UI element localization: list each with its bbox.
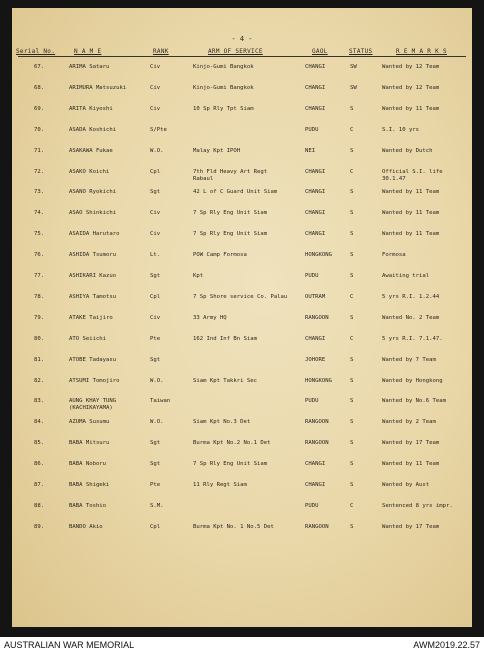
- table-row: [12, 127, 472, 147]
- arm-of-service: 7th Fld Heavy Art Regt: [193, 168, 268, 175]
- header-remarks: R E M A R K S: [396, 48, 447, 55]
- person-name: ATSUMI Tomojiro: [69, 377, 120, 384]
- rank: Pte: [150, 335, 161, 342]
- gaol: CHANGI: [305, 461, 326, 468]
- gaol: PUDU: [305, 273, 319, 279]
- rank: Lt.: [150, 252, 161, 259]
- arm-of-service: 10 Sp Rly Tpt Siam: [193, 105, 254, 112]
- rank: S.M.: [150, 502, 164, 509]
- status: S: [350, 105, 354, 112]
- person-name: BANDO Akio: [69, 523, 103, 530]
- table-row: [12, 85, 472, 105]
- footer-accession-number: AWM2019.22.57: [413, 640, 480, 650]
- remarks: Wanted by 17 Team: [382, 523, 440, 530]
- remarks: Formosa: [382, 252, 406, 259]
- remarks: 5 yrs R.I. 7.1.47.: [382, 335, 443, 342]
- header-status: STATUS: [349, 48, 373, 55]
- arm-of-service: 7 Sp Rly Eng Unit Siam: [193, 231, 268, 238]
- remarks: Wanted by 12 Team: [382, 84, 440, 91]
- gaol: HONGKONG: [305, 377, 332, 384]
- arm-of-service: Kinjo-Gumi Bangkok: [193, 84, 254, 91]
- table-row: [12, 461, 472, 481]
- rank: Sgt: [150, 189, 161, 196]
- arm-of-service: Burma Kpt No. 1 No.5 Det: [193, 523, 274, 530]
- table-row: [12, 440, 472, 460]
- serial-number: 67.: [34, 64, 45, 70]
- person-name: BABA Noboru: [69, 461, 107, 468]
- status: S: [350, 147, 354, 154]
- person-name: AZUMA Susumu: [69, 419, 110, 426]
- remarks: Wanted by 11 Team: [382, 189, 440, 196]
- footer-institution: AUSTRALIAN WAR MEMORIAL: [4, 640, 135, 650]
- table-row: [12, 357, 472, 377]
- person-name: ASHIDA Tsumoru: [69, 252, 117, 259]
- gaol: NEI: [305, 147, 316, 154]
- person-name: BABA Shigeki: [69, 482, 110, 488]
- rank: S/Pte: [150, 126, 167, 133]
- rank: Sgt: [150, 461, 161, 468]
- arm-of-service: Siam Kpt Takkri Sec: [193, 377, 257, 384]
- gaol: CHANGI: [305, 64, 326, 70]
- table-row: [12, 482, 472, 502]
- gaol: OUTRAM: [305, 293, 326, 300]
- serial-number: 78.: [34, 293, 45, 300]
- header-serial: Serial No.: [16, 48, 56, 55]
- person-name: ASAO Shinkichi: [69, 210, 117, 217]
- rank: Cpl: [150, 168, 161, 175]
- status: C: [350, 168, 354, 175]
- serial-number: 79.: [34, 314, 45, 321]
- arm-of-service: 42 L of C Guard Unit Siam: [193, 189, 278, 196]
- rank: Taiwan: [150, 398, 171, 405]
- person-name: ASAIDA Harutaro: [69, 231, 120, 238]
- serial-number: 69.: [34, 105, 45, 112]
- gaol: RANGOON: [305, 440, 329, 447]
- remarks: Wanted by Aust: [382, 482, 430, 488]
- serial-number: 86.: [34, 461, 45, 468]
- gaol: PUDU: [305, 502, 319, 509]
- serial-number: 75.: [34, 231, 45, 238]
- status: S: [350, 189, 354, 196]
- gaol: RANGOON: [305, 419, 329, 426]
- person-alias: (KACHIKAYAMA): [69, 405, 113, 412]
- arm-of-service: Malay Kpt IPOH: [193, 147, 241, 154]
- remarks: Wanted by 7 Team: [382, 356, 436, 363]
- arm-of-service: POW Camp Formosa: [193, 252, 247, 259]
- person-name: ASANO Ryokichi: [69, 189, 117, 196]
- status: S: [350, 273, 354, 279]
- table-row: [12, 419, 472, 439]
- remarks: Wanted by Hongkong: [382, 377, 443, 384]
- table-row: [12, 252, 472, 272]
- table-row: [12, 189, 472, 209]
- remarks: Wanted by 17 Team: [382, 440, 440, 447]
- serial-number: 85.: [34, 440, 45, 447]
- header-arm-of-service: ARM OF SERVICE: [208, 48, 263, 55]
- rank: Cpl: [150, 293, 161, 300]
- header-rank: RANK: [153, 48, 169, 55]
- serial-number: 72.: [34, 168, 45, 175]
- status: S: [350, 314, 354, 321]
- serial-number: 82.: [34, 377, 45, 384]
- table-row: [12, 336, 472, 356]
- arm-of-service: 7 Sp Rly Eng Unit Siam: [193, 461, 268, 468]
- person-name: BABA Mitsuru: [69, 440, 110, 447]
- rank: Sgt: [150, 440, 161, 447]
- gaol: CHANGI: [305, 105, 326, 112]
- status: C: [350, 126, 354, 133]
- person-name: ASHIYA Tamotsu: [69, 293, 117, 300]
- remarks: Official S.I. life: [382, 168, 443, 175]
- status: SW: [350, 64, 357, 70]
- rank: W.O.: [150, 147, 164, 154]
- remarks: Wanted by 11 Team: [382, 105, 440, 112]
- table-row: [12, 64, 472, 84]
- serial-number: 83.: [34, 398, 45, 405]
- person-name: ASAKAWA Fukae: [69, 147, 113, 154]
- table-row: [12, 315, 472, 335]
- serial-number: 68.: [34, 84, 45, 91]
- person-name: ASHIKARI Kazuo: [69, 273, 117, 279]
- serial-number: 71.: [34, 147, 45, 154]
- table-row: [12, 169, 472, 189]
- gaol: JOHORE: [305, 356, 326, 363]
- remarks: Wanted by 12 Team: [382, 64, 440, 70]
- table-row: [12, 231, 472, 251]
- serial-number: 76.: [34, 252, 45, 259]
- gaol: CHANGI: [305, 168, 326, 175]
- remarks: Sentenced 8 yrs impr.: [382, 502, 453, 509]
- remarks: 5 yrs R.I. 1.2.44: [382, 293, 440, 300]
- arm-of-service: 33 Army HQ: [193, 314, 227, 321]
- status: S: [350, 440, 354, 447]
- gaol: HONGKONG: [305, 252, 332, 259]
- table-row: [12, 503, 472, 523]
- person-name: ATO Seiichi: [69, 335, 107, 342]
- serial-number: 84.: [34, 419, 45, 426]
- serial-number: 80.: [34, 335, 45, 342]
- rank: Civ: [150, 231, 161, 238]
- rank: Pte: [150, 482, 161, 488]
- status: S: [350, 210, 354, 217]
- serial-number: 87.: [34, 482, 45, 488]
- arm-of-service: 162 Ind Inf Bn Siam: [193, 335, 257, 342]
- remarks: Wanted by Dutch: [382, 147, 433, 154]
- person-name: ASAKO Koichi: [69, 168, 110, 175]
- table-row: [12, 524, 472, 544]
- rank: Sgt: [150, 356, 161, 363]
- status: C: [350, 293, 354, 300]
- arm-of-service: Kinjo-Gumi Bangkok: [193, 64, 254, 70]
- remarks-line2: 30.1.47: [382, 175, 406, 182]
- header-gaol: GAOL: [312, 48, 328, 55]
- arm-of-service: Siam Kpt No.3 Det: [193, 419, 251, 426]
- arm-of-service: Kpt: [193, 273, 204, 279]
- document-page: [12, 8, 472, 627]
- table-row: [12, 106, 472, 126]
- table-row: [12, 210, 472, 230]
- status: C: [350, 502, 354, 509]
- person-name: AUNG KHAY TUNG: [69, 398, 117, 405]
- gaol: CHANGI: [305, 231, 326, 238]
- status: S: [350, 419, 354, 426]
- serial-number: 88.: [34, 502, 45, 509]
- status: S: [350, 461, 354, 468]
- rank: Cpl: [150, 523, 161, 530]
- serial-number: 77.: [34, 273, 45, 279]
- page-number: - 4 -: [231, 35, 253, 43]
- rank: Civ: [150, 314, 161, 321]
- person-name: ATAKE Taijiro: [69, 314, 113, 321]
- status: C: [350, 335, 354, 342]
- arm-of-service: 11 Rly Regt Siam: [193, 482, 247, 488]
- remarks: Wanted by 11 Team: [382, 231, 440, 238]
- rank: Civ: [150, 105, 161, 112]
- header-rule: [18, 56, 466, 57]
- rank: Civ: [150, 210, 161, 217]
- gaol: CHANGI: [305, 84, 326, 91]
- gaol: PUDU: [305, 398, 319, 405]
- arm-of-service: Burma Kpt No.2 No.1 Det: [193, 440, 271, 447]
- status: S: [350, 398, 354, 405]
- gaol: CHANGI: [305, 210, 326, 217]
- person-name: ASADA Koshichi: [69, 126, 117, 133]
- table-row: [12, 378, 472, 398]
- arm-of-service-line2: Rabaul: [193, 175, 214, 182]
- person-name: ARIMA Sataru: [69, 64, 110, 70]
- gaol: RANGOON: [305, 314, 329, 321]
- rank: W.O.: [150, 419, 164, 426]
- serial-number: 74.: [34, 210, 45, 217]
- gaol: CHANGI: [305, 335, 326, 342]
- status: S: [350, 252, 354, 259]
- gaol: RANGOON: [305, 523, 329, 530]
- arm-of-service: 7 Sp Shore service Co. Palau: [193, 293, 288, 300]
- remarks: Wanted by 2 Team: [382, 419, 436, 426]
- remarks: Awaiting trial: [382, 273, 430, 279]
- table-row: [12, 294, 472, 314]
- status: S: [350, 356, 354, 363]
- status: SW: [350, 84, 357, 91]
- header-name: N A M E: [74, 48, 102, 55]
- serial-number: 70.: [34, 126, 45, 133]
- rank: Civ: [150, 84, 161, 91]
- table-row: [12, 273, 472, 293]
- remarks: Wanted by 11 Team: [382, 210, 440, 217]
- remarks: Wanted No. 2 Team: [382, 314, 440, 321]
- remarks: S.I. 10 yrs: [382, 126, 420, 133]
- gaol: CHANGI: [305, 482, 326, 488]
- status: S: [350, 523, 354, 530]
- person-name: ARIMURA Matsuzuki: [69, 84, 127, 91]
- status: S: [350, 482, 354, 488]
- rank: W.O.: [150, 377, 164, 384]
- rank: Civ: [150, 64, 161, 70]
- status: S: [350, 231, 354, 238]
- gaol: CHANGI: [305, 189, 326, 196]
- arm-of-service: 7 Sp Rly Eng Unit Siam: [193, 210, 268, 217]
- person-name: ARITA Kiyoshi: [69, 105, 113, 112]
- status: S: [350, 377, 354, 384]
- remarks: Wanted by No.6 Team: [382, 398, 446, 405]
- person-name: ATOBE Tadayasu: [69, 356, 117, 363]
- table-row: [12, 398, 472, 418]
- rank: Sgt: [150, 273, 161, 279]
- table-row: [12, 148, 472, 168]
- serial-number: 81.: [34, 356, 45, 363]
- serial-number: 89.: [34, 523, 45, 530]
- person-name: BABA Toshio: [69, 502, 107, 509]
- serial-number: 73.: [34, 189, 45, 196]
- gaol: PUDU: [305, 126, 319, 133]
- remarks: Wanted by 11 Team: [382, 461, 440, 468]
